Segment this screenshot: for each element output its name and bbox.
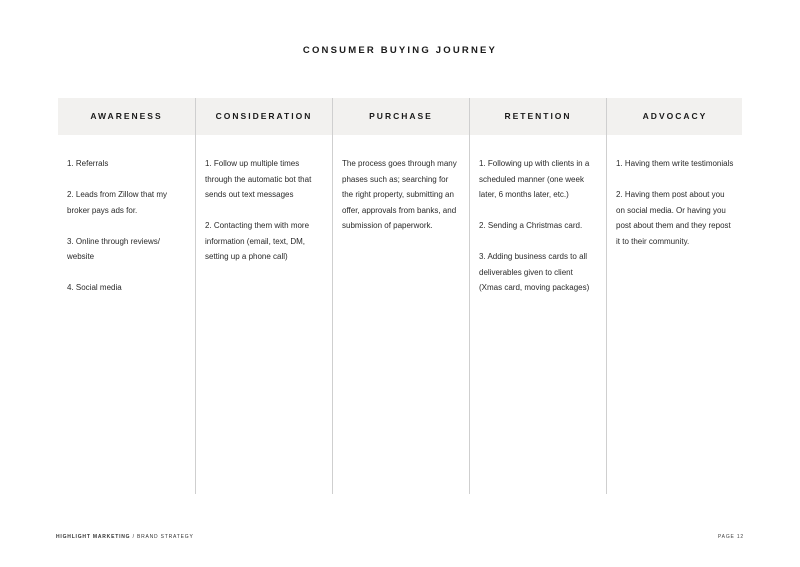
list-item: 4. Social media xyxy=(67,283,122,292)
column-body xyxy=(333,135,469,234)
list-item: 1. Having them write testimonials xyxy=(616,159,734,168)
list-item: 1. Referrals xyxy=(67,159,109,168)
journey-table xyxy=(58,98,742,494)
list-item: The process goes through many phases such as; searching for the right property, submitting an offer, approvals from banks, and submission of paperwork. xyxy=(342,159,457,230)
column-header: RETENTION xyxy=(504,111,572,121)
column-body xyxy=(607,135,743,249)
column-consideration xyxy=(195,98,332,494)
page-title: CONSUMER BUYING JOURNEY xyxy=(302,45,498,56)
footer-section: BRAND STRATEGY xyxy=(136,534,194,540)
list-item: 2. Contacting them with more information (email, text, DM, setting up a phone call) xyxy=(205,221,310,261)
list-item: 3. Adding business cards to all deliverables given to client (Xmas card, moving packages) xyxy=(479,252,590,292)
column-body xyxy=(196,135,332,265)
column-header: AWARENESS xyxy=(90,111,163,121)
list-item: 1. Follow up multiple times through the automatic bot that sends out text messages xyxy=(205,159,312,199)
footer-brand: HIGHLIGHT MARKETING xyxy=(56,534,131,540)
page-number: PAGE 12 xyxy=(717,534,744,540)
column-header: ADVOCACY xyxy=(642,111,708,121)
column-advocacy xyxy=(606,98,743,494)
list-item: 3. Online through reviews/ website xyxy=(67,236,160,261)
column-body xyxy=(58,135,195,296)
footer-brand-line xyxy=(56,534,194,540)
column-header: PURCHASE xyxy=(369,111,433,121)
column-header: CONSIDERATION xyxy=(215,111,313,121)
list-item: 2. Having them post about you on social media. Or having you post about them and they repost it to their community. xyxy=(616,190,731,246)
column-body xyxy=(470,135,606,296)
column-awareness xyxy=(58,98,195,494)
column-purchase xyxy=(332,98,469,494)
list-item: 2. Sending a Christmas card. xyxy=(479,221,583,230)
footer-separator: / xyxy=(130,534,137,540)
list-item: 1. Following up with clients in a scheduled manner (one week later, 6 months later, etc.) xyxy=(479,159,590,199)
column-retention xyxy=(469,98,606,494)
list-item: 2. Leads from Zillow that my broker pays ads for. xyxy=(67,190,168,215)
